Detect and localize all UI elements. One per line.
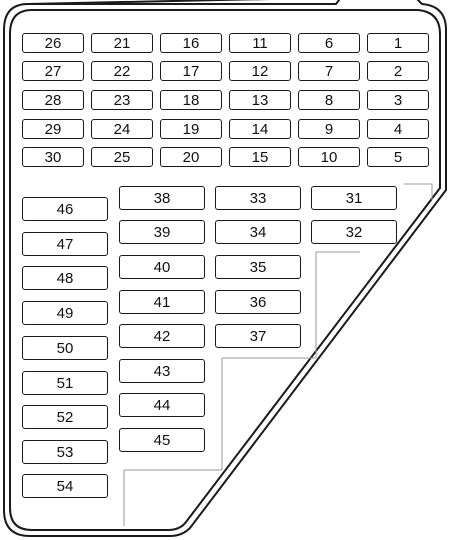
fuse-slot: 22 — [91, 61, 153, 81]
fuse-slot: 50 — [22, 336, 108, 360]
fuse-slot: 30 — [22, 147, 84, 167]
fuse-slot: 47 — [22, 232, 108, 256]
fuse-slot: 38 — [119, 186, 205, 210]
fuse-slot: 8 — [298, 90, 360, 110]
fuse-slot: 20 — [160, 147, 222, 167]
fuse-slot: 23 — [91, 90, 153, 110]
fuse-slot: 31 — [311, 186, 397, 210]
fuse-slot: 39 — [119, 220, 205, 244]
fuse-slot: 7 — [298, 61, 360, 81]
fuse-slot: 41 — [119, 290, 205, 314]
fuse-slot: 48 — [22, 266, 108, 290]
fuse-slot: 27 — [22, 61, 84, 81]
fuse-slot: 10 — [298, 147, 360, 167]
fuse-slot: 3 — [367, 90, 429, 110]
fuse-slot: 54 — [22, 474, 108, 498]
fuse-slot: 33 — [215, 186, 301, 210]
fuse-slot: 12 — [229, 61, 291, 81]
fuse-slot: 5 — [367, 147, 429, 167]
fuse-slot: 53 — [22, 440, 108, 464]
fuse-slot: 35 — [215, 255, 301, 279]
fuse-slot: 43 — [119, 359, 205, 383]
fuse-slot: 18 — [160, 90, 222, 110]
fuse-slot: 34 — [215, 220, 301, 244]
fuse-slot: 32 — [311, 220, 397, 244]
fuse-slot: 52 — [22, 405, 108, 429]
fuse-slot: 28 — [22, 90, 84, 110]
fuse-slot: 17 — [160, 61, 222, 81]
fuse-slot: 9 — [298, 119, 360, 139]
fuse-slot: 2 — [367, 61, 429, 81]
fuse-slot: 45 — [119, 428, 205, 452]
fuse-slot: 15 — [229, 147, 291, 167]
fuse-slot: 37 — [215, 324, 301, 348]
fuse-slot: 51 — [22, 371, 108, 395]
fuse-slot: 40 — [119, 255, 205, 279]
fuse-slot: 4 — [367, 119, 429, 139]
fuse-slot: 19 — [160, 119, 222, 139]
fuse-slot: 11 — [229, 33, 291, 53]
fuse-slot: 13 — [229, 90, 291, 110]
fuse-slot: 16 — [160, 33, 222, 53]
fuse-slot: 21 — [91, 33, 153, 53]
fuse-slot: 29 — [22, 119, 84, 139]
fuse-slot: 42 — [119, 324, 205, 348]
fuse-slot: 25 — [91, 147, 153, 167]
fuse-slot: 44 — [119, 393, 205, 417]
fuse-slot: 1 — [367, 33, 429, 53]
fuse-slot: 46 — [22, 197, 108, 221]
fuse-slot: 14 — [229, 119, 291, 139]
fuse-slot: 26 — [22, 33, 84, 53]
fuse-slot: 24 — [91, 119, 153, 139]
divider-line — [404, 184, 432, 200]
fuse-slot: 6 — [298, 33, 360, 53]
fuse-slot: 36 — [215, 290, 301, 314]
fuse-slot: 49 — [22, 301, 108, 325]
